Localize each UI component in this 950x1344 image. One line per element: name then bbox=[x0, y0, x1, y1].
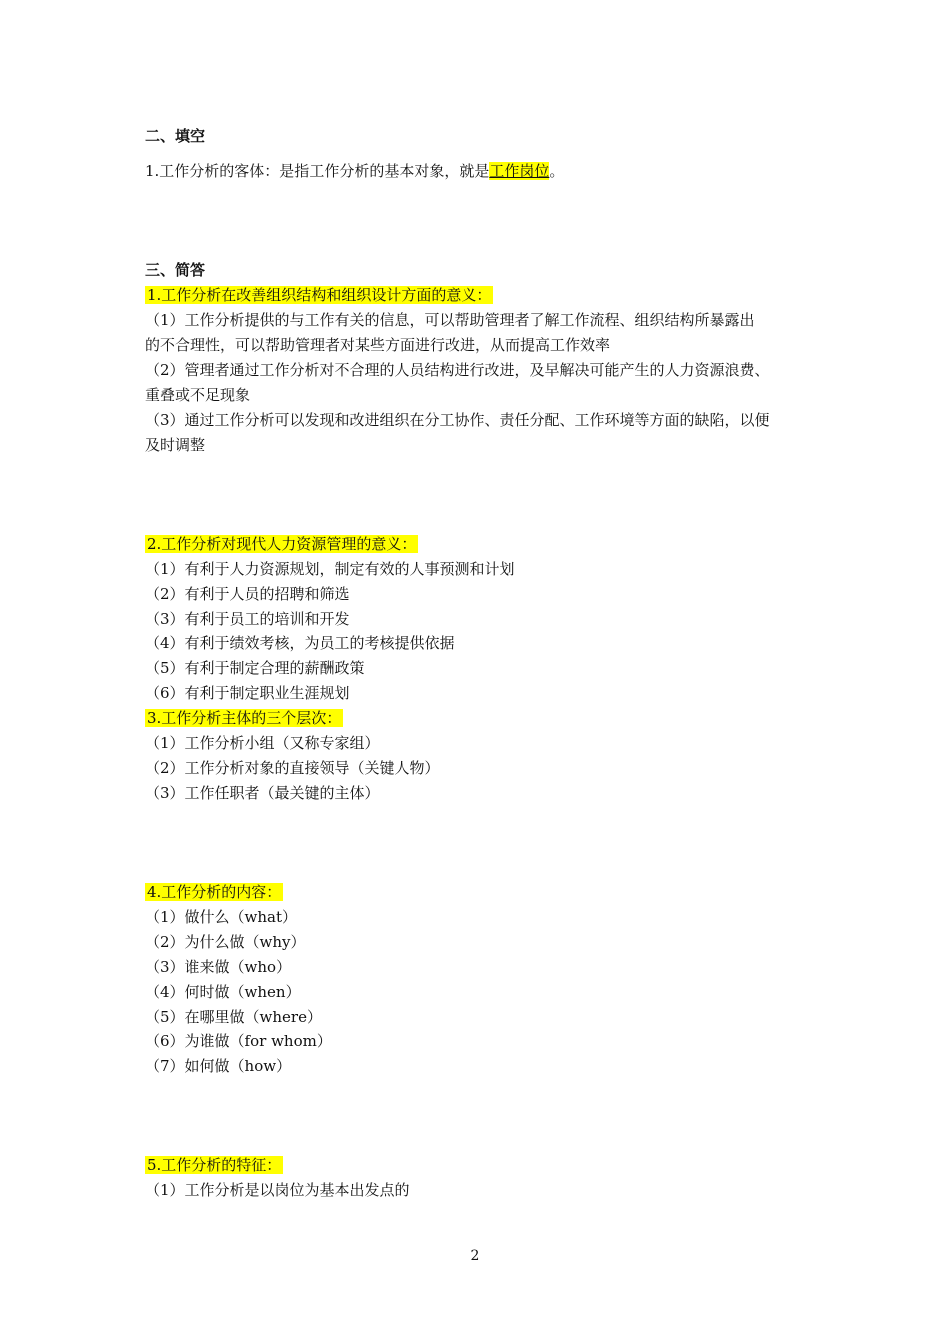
q4-heading-text: 4.工作分析的内容： bbox=[147, 883, 282, 901]
q2-line: （2）有利于人员的招聘和筛选 bbox=[145, 585, 350, 603]
q3-line: （1）工作分析小组（又称专家组） bbox=[145, 734, 380, 752]
q1-line: （3）通过工作分析可以发现和改进组织在分工协作、责任分配、工作环境等方面的缺陷，以便 bbox=[145, 411, 770, 429]
q2-heading bbox=[145, 534, 418, 554]
q4-line: （3）谁来做（who） bbox=[145, 958, 292, 976]
q4-line: （6）为谁做（for whom） bbox=[145, 1032, 332, 1050]
q1-line: （1）工作分析提供的与工作有关的信息，可以帮助管理者了解工作流程、组织结构所暴露出 bbox=[145, 311, 755, 329]
q1-line: 的不合理性，可以帮助管理者对某些方面进行改进，从而提高工作效率 bbox=[145, 336, 611, 354]
q3-heading bbox=[145, 708, 343, 728]
q4-line: （1）做什么（what） bbox=[145, 908, 298, 926]
q1-heading bbox=[145, 285, 493, 305]
q4-line: （7）如何做（how） bbox=[145, 1057, 292, 1075]
page-number: 2 bbox=[470, 1248, 480, 1264]
q5-heading-text: 5.工作分析的特征： bbox=[147, 1156, 282, 1174]
q2-line: （3）有利于员工的培训和开发 bbox=[145, 610, 350, 628]
fill-blank-q1 bbox=[145, 161, 564, 181]
section2-title: 二、填空 bbox=[145, 127, 206, 145]
q4-line: （4）何时做（when） bbox=[145, 983, 301, 1001]
q1-line: （2）管理者通过工作分析对不合理的人员结构进行改进，及早解决可能产生的人力资源浪费、 bbox=[145, 361, 770, 379]
q1-heading-text: 1.工作分析在改善组织结构和组织设计方面的意义： bbox=[147, 286, 492, 304]
q2-line: （1）有利于人力资源规划，制定有效的人事预测和计划 bbox=[145, 560, 515, 578]
fill-blank-q1-answer: 工作岗位 bbox=[489, 162, 550, 180]
q3-line: （2）工作分析对象的直接领导（关键人物） bbox=[145, 759, 440, 777]
fill-blank-q1-prefix: 1.工作分析的客体：是指工作分析的基本对象，就是 bbox=[145, 162, 490, 180]
q4-line: （2）为什么做（why） bbox=[145, 933, 306, 951]
section3-title: 三、简答 bbox=[145, 261, 206, 279]
q2-line: （5）有利于制定合理的薪酬政策 bbox=[145, 659, 365, 677]
q5-heading bbox=[145, 1155, 283, 1175]
fill-blank-q1-suffix: 。 bbox=[549, 162, 565, 180]
q4-heading bbox=[145, 882, 283, 902]
q3-line: （3）工作任职者（最关键的主体） bbox=[145, 784, 380, 802]
q5-line: （1）工作分析是以岗位为基本出发点的 bbox=[145, 1181, 410, 1199]
q4-line: （5）在哪里做（where） bbox=[145, 1008, 322, 1026]
q2-line: （6）有利于制定职业生涯规划 bbox=[145, 684, 350, 702]
q1-line: 及时调整 bbox=[145, 436, 206, 454]
q2-heading-text: 2.工作分析对现代人力资源管理的意义： bbox=[147, 535, 417, 553]
q1-line: 重叠或不足现象 bbox=[145, 386, 251, 404]
q3-heading-text: 3.工作分析主体的三个层次： bbox=[147, 709, 342, 727]
q2-line: （4）有利于绩效考核，为员工的考核提供依据 bbox=[145, 634, 455, 652]
